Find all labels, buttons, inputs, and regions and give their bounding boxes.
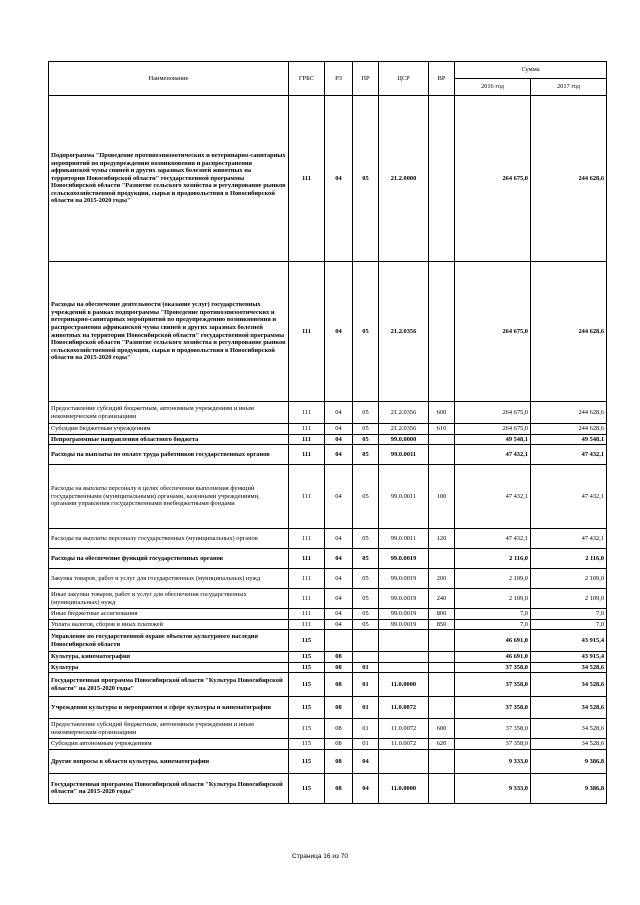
cell-sum-2016: 2 109,0 [455,589,531,609]
cell-grbs: 115 [289,673,325,697]
header-vr: ВР [429,62,455,96]
cell-vr [429,662,455,673]
cell-sum-2016: 46 691,0 [455,630,531,652]
cell-rz: 04 [325,445,353,465]
cell-sum-2017: 49 548,1 [531,434,607,445]
cell-sum-2017: 9 386,8 [531,773,607,803]
cell-name: Культура [49,662,289,673]
cell-pr: 05 [353,529,379,549]
cell-sum-2016: 37 358,0 [455,673,531,697]
table-row [49,424,607,435]
cell-sum-2016: 37 358,0 [455,662,531,673]
cell-rz: 04 [325,609,353,620]
cell-csr: 99.0.0000 [379,434,429,445]
cell-sum-2016: 264 675,0 [455,424,531,435]
cell-name: Закупка товаров, работ и услуг для государственных (муниципальных) нужд [49,569,289,589]
cell-sum-2017: 47 432,1 [531,445,607,465]
cell-pr [353,630,379,652]
cell-pr: 05 [353,262,379,402]
table-row [49,465,607,529]
cell-sum-2016: 2 109,0 [455,569,531,589]
cell-sum-2016: 47 432,1 [455,445,531,465]
cell-csr: 99.0.0019 [379,549,429,569]
cell-csr: 99.0.0019 [379,609,429,620]
cell-vr: 620 [429,739,455,750]
cell-sum-2016: 49 548,1 [455,434,531,445]
cell-pr: 05 [353,402,379,424]
cell-csr: 11.0.0000 [379,773,429,803]
cell-vr [429,96,455,262]
cell-sum-2017: 47 432,1 [531,529,607,549]
cell-pr: 01 [353,662,379,673]
cell-rz: 08 [325,662,353,673]
cell-name: Государственная программа Новосибирской области "Культура Новосибирской области" на 2015-2020 годы" [49,673,289,697]
cell-sum-2016: 37 358,0 [455,739,531,750]
cell-grbs: 111 [289,402,325,424]
cell-csr: 99.0.0011 [379,529,429,549]
cell-vr [429,445,455,465]
cell-grbs: 111 [289,445,325,465]
cell-rz: 08 [325,697,353,719]
cell-pr: 05 [353,424,379,435]
cell-csr: 11.0.0072 [379,697,429,719]
cell-vr: 800 [429,609,455,620]
cell-grbs: 111 [289,529,325,549]
cell-sum-2017: 7,0 [531,619,607,630]
cell-rz [325,630,353,652]
table-row [49,402,607,424]
cell-pr: 05 [353,589,379,609]
cell-vr: 120 [429,529,455,549]
cell-rz: 04 [325,96,353,262]
cell-name: Расходы на выплаты по оплате труда работников государственных органов [49,445,289,465]
cell-grbs: 111 [289,619,325,630]
cell-sum-2016: 37 358,0 [455,719,531,739]
table-row [49,434,607,445]
cell-sum-2017: 34 528,6 [531,739,607,750]
cell-name: Управление по государственной охране объектов культурного наследия Новосибирской области [49,630,289,652]
cell-grbs: 111 [289,465,325,529]
cell-grbs: 111 [289,96,325,262]
cell-grbs: 115 [289,749,325,773]
cell-sum-2016: 47 432,1 [455,529,531,549]
header-csr: ЦСР [379,62,429,96]
cell-rz: 04 [325,424,353,435]
table-row [49,569,607,589]
cell-vr: 600 [429,402,455,424]
table-row [49,549,607,569]
cell-name: Расходы на обеспечение деятельности (оказание услуг) государственных учреждений в рамках подпрограммы "Проведение противоэпизоотических и ветеринарно-санитарных мероприятий по предупреждению возникновения и распространения африканской чумы свиней и других заразных болезней животных на территории Новосибирской области" государственной программы Новосибирской области "Развитие сельского хозяйства и регулирование рынков сельскохозяйственной продукции, сырья и продовольствия в Новосибирской области на 2015-2020 годы" [49,262,289,402]
cell-name: Субсидии автономным учреждениям [49,739,289,750]
cell-vr [429,630,455,652]
cell-sum-2017: 244 628,6 [531,262,607,402]
cell-sum-2017: 34 528,6 [531,697,607,719]
budget-table [48,61,607,804]
cell-name: Иные закупки товаров, работ и услуг для обеспечения государственных (муниципальных) нужд [49,589,289,609]
cell-name: Другие вопросы в области культуры, кинематографии [49,749,289,773]
cell-sum-2016: 264 675,0 [455,96,531,262]
table-row [49,652,607,663]
cell-rz: 08 [325,773,353,803]
cell-name: Иные бюджетные ассигнования [49,609,289,620]
cell-pr: 05 [353,445,379,465]
cell-csr: 11.0.0000 [379,673,429,697]
cell-sum-2017: 244 628,6 [531,402,607,424]
cell-csr: 11.0.0072 [379,739,429,750]
cell-pr: 04 [353,773,379,803]
cell-name: Культура, кинематография [49,652,289,663]
cell-vr [429,549,455,569]
cell-sum-2017: 2 109,0 [531,589,607,609]
cell-vr: 200 [429,569,455,589]
table-row [49,609,607,620]
cell-vr [429,697,455,719]
cell-sum-2016: 7,0 [455,609,531,620]
table-row [49,619,607,630]
cell-sum-2017: 34 528,6 [531,719,607,739]
header-2017: 2017 год [531,79,607,96]
table-row [49,739,607,750]
header-sum: Сумма [455,62,607,79]
cell-csr: 99.0.0011 [379,445,429,465]
header-grbs: ГРБС [289,62,325,96]
table-row [49,749,607,773]
cell-sum-2017: 7,0 [531,609,607,620]
cell-rz: 04 [325,569,353,589]
cell-pr [353,652,379,663]
cell-csr [379,630,429,652]
cell-rz: 04 [325,619,353,630]
table-row [49,589,607,609]
cell-sum-2017: 244 628,6 [531,424,607,435]
cell-grbs: 115 [289,662,325,673]
cell-name: Расходы на обеспечение функций государственных органов [49,549,289,569]
cell-grbs: 111 [289,262,325,402]
cell-vr: 610 [429,424,455,435]
cell-sum-2017: 34 528,6 [531,662,607,673]
cell-sum-2017: 43 915,4 [531,652,607,663]
cell-csr: 21.2.0356 [379,402,429,424]
cell-grbs: 115 [289,773,325,803]
cell-name: Государственная программа Новосибирской области "Культура Новосибирской области" на 2015-2020 годы" [49,773,289,803]
cell-vr: 850 [429,619,455,630]
cell-pr: 05 [353,549,379,569]
cell-vr [429,262,455,402]
cell-rz: 04 [325,465,353,529]
cell-name: Подпрограмма "Проведение противоэпизоотических и ветеринарно-санитарных мероприятий по предупреждению возникновения и распространения африканской чумы свиней и других заразных болезней животных на территории Новосибирской области" государственной программы Новосибирской области "Развитие сельского хозяйства и регулирование рынков сельскохозяйственной продукции, сырья и продовольствия в Новосибирской области на 2015-2020 годы" [49,96,289,262]
table-row [49,96,607,262]
cell-grbs: 115 [289,652,325,663]
cell-name: Учреждения культуры и мероприятия в сфере культуры и кинематографии [49,697,289,719]
cell-vr: 240 [429,589,455,609]
cell-csr: 21.2.0356 [379,262,429,402]
cell-sum-2016: 264 675,0 [455,262,531,402]
cell-sum-2016: 9 333,0 [455,749,531,773]
cell-csr: 11.0.0072 [379,719,429,739]
cell-sum-2017: 9 386,8 [531,749,607,773]
cell-rz: 04 [325,262,353,402]
cell-rz: 04 [325,529,353,549]
table-row [49,445,607,465]
cell-vr [429,749,455,773]
cell-sum-2017: 34 528,6 [531,673,607,697]
cell-csr [379,662,429,673]
cell-csr [379,652,429,663]
cell-grbs: 111 [289,424,325,435]
cell-name: Предоставление субсидий бюджетным, автономным учреждениям и иным некоммерческим организациям [49,402,289,424]
cell-pr: 05 [353,619,379,630]
cell-pr: 05 [353,569,379,589]
cell-sum-2017: 47 432,1 [531,465,607,529]
cell-rz: 08 [325,749,353,773]
cell-name: Расходы на выплаты персоналу в целях обеспечения выполнения функций государственными (муниципальными) органами, казенными учреждениями, органами управления государственными внебюджетными фондами [49,465,289,529]
cell-sum-2017: 43 915,4 [531,630,607,652]
table-row [49,262,607,402]
table-row [49,673,607,697]
cell-grbs: 111 [289,589,325,609]
cell-grbs: 115 [289,697,325,719]
cell-sum-2017: 2 109,0 [531,569,607,589]
cell-csr: 99.0.0011 [379,465,429,529]
cell-csr: 99.0.0019 [379,589,429,609]
table-row [49,719,607,739]
header-pr: ПР [353,62,379,96]
cell-sum-2016: 2 116,0 [455,549,531,569]
cell-pr: 05 [353,609,379,620]
table-row [49,630,607,652]
cell-rz: 04 [325,549,353,569]
cell-csr: 99.0.0019 [379,619,429,630]
cell-vr: 600 [429,719,455,739]
cell-rz: 08 [325,673,353,697]
cell-rz: 04 [325,402,353,424]
cell-name: Субсидии бюджетным учреждениям [49,424,289,435]
cell-grbs: 115 [289,739,325,750]
cell-pr: 05 [353,434,379,445]
cell-sum-2016: 37 358,0 [455,697,531,719]
cell-name: Непрограммные направления областного бюджета [49,434,289,445]
table-body [49,96,607,804]
cell-pr: 04 [353,749,379,773]
cell-pr: 01 [353,719,379,739]
header-rz: РЗ [325,62,353,96]
cell-csr: 21.2.0356 [379,424,429,435]
cell-sum-2017: 2 116,0 [531,549,607,569]
cell-pr: 05 [353,96,379,262]
cell-rz: 08 [325,739,353,750]
cell-sum-2016: 7,0 [455,619,531,630]
cell-name: Предоставление субсидий бюджетным, автономным учреждениям и иным некоммерческим организациям [49,719,289,739]
cell-sum-2016: 46 691,0 [455,652,531,663]
cell-pr: 05 [353,465,379,529]
cell-rz: 08 [325,652,353,663]
cell-pr: 01 [353,739,379,750]
cell-vr [429,434,455,445]
cell-rz: 04 [325,589,353,609]
cell-sum-2016: 9 333,0 [455,773,531,803]
cell-grbs: 111 [289,549,325,569]
budget-table-page [48,61,606,804]
cell-rz: 08 [325,719,353,739]
cell-name: Расходы на выплаты персоналу государственных (муниципальных) органов [49,529,289,549]
cell-vr [429,652,455,663]
cell-grbs: 111 [289,434,325,445]
cell-grbs: 115 [289,630,325,652]
cell-rz: 04 [325,434,353,445]
cell-sum-2017: 244 628,6 [531,96,607,262]
header-2016: 2016 год [455,79,531,96]
cell-grbs: 111 [289,609,325,620]
cell-grbs: 115 [289,719,325,739]
page-number: Страница 16 из 70 [292,853,348,860]
cell-pr: 01 [353,673,379,697]
table-row [49,529,607,549]
cell-vr [429,773,455,803]
cell-sum-2016: 264 675,0 [455,402,531,424]
header-name: Наименование [49,62,289,96]
cell-csr: 21.2.0000 [379,96,429,262]
cell-vr: 100 [429,465,455,529]
cell-grbs: 111 [289,569,325,589]
table-row [49,697,607,719]
cell-sum-2016: 47 432,1 [455,465,531,529]
table-row [49,773,607,803]
cell-csr: 99.0.0019 [379,569,429,589]
cell-vr [429,673,455,697]
cell-csr [379,749,429,773]
cell-name: Уплата налогов, сборов и иных платежей [49,619,289,630]
table-row [49,662,607,673]
cell-pr: 01 [353,697,379,719]
